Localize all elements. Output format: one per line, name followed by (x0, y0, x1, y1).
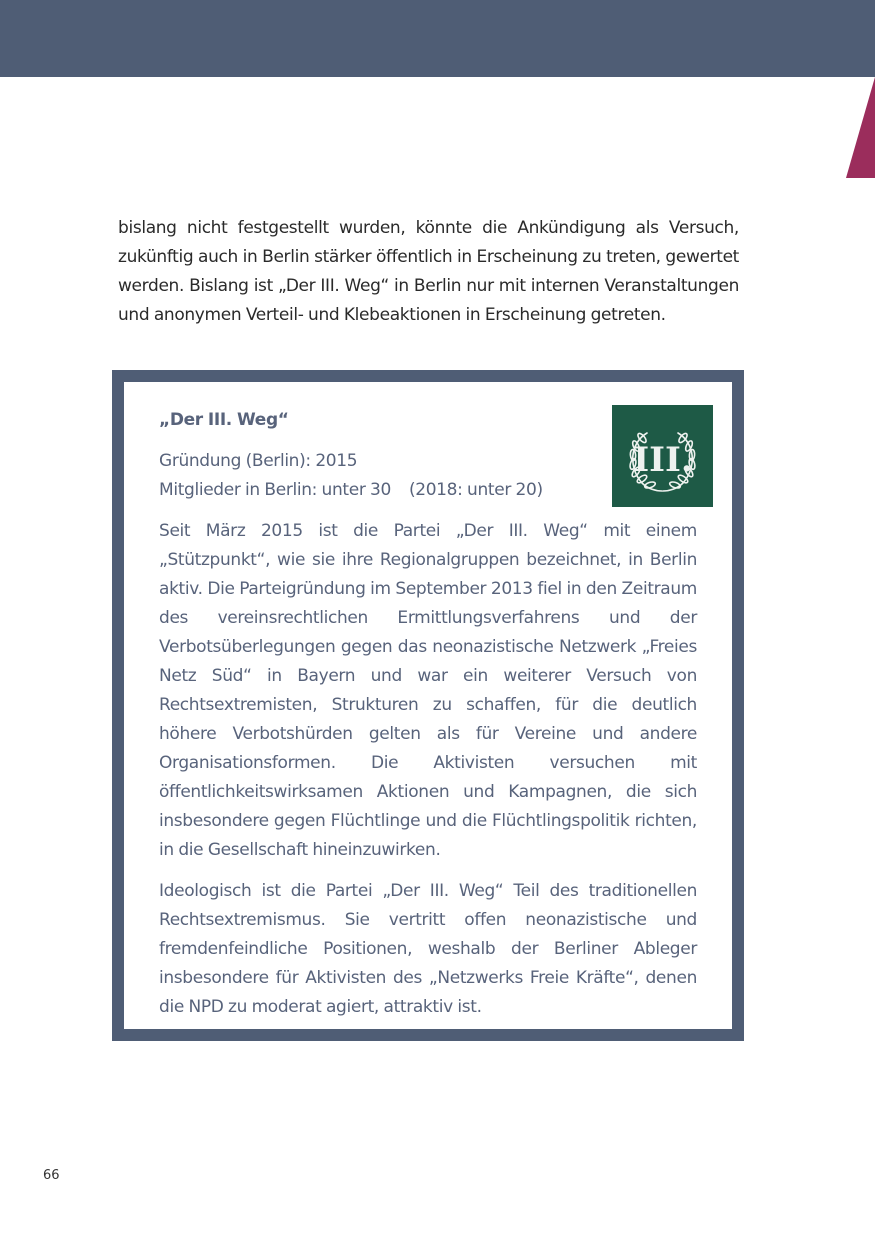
members-previous: (2018: unter 20) (408, 480, 543, 500)
emblem-numeral: III. (633, 440, 693, 480)
info-box-title: „Der III. Weg“ (159, 410, 289, 430)
members-count: Mitglieder in Berlin: unter 30 (159, 480, 391, 500)
chapter-tab-marker (846, 77, 875, 178)
intro-paragraph: bislang nicht festgestellt wurden, könnte die Ankündigung als Versuch, zukünftig auch in Berlin stärker öffentlich in Erscheinung zu treten, gewertet werden. Bislang ist „Der III. Weg“ in Berlin nur mit internen Veranstaltungen und anonymen Verteil- und Klebeaktionen in Erscheinung getreten. (118, 218, 739, 325)
party-emblem (612, 405, 713, 507)
page-number: 66 (43, 1168, 60, 1183)
description-paragraph: Seit März 2015 ist die Partei „Der III. Weg“ mit einem „Stützpunkt“, wie sie ihre Regionalgruppen bezeichnet, in Berlin aktiv. Die Parteigründung im September 2013 fiel in den Zeitraum des vereinsrechtlichen Ermittlungsverfahrens und der Verbotsüberlegungen gegen das neonazistische Netzwerk „Freies Netz Süd“ in Bayern und war ein weiterer Versuch von Rechtsextremisten, Strukturen zu schaffen, für die deutlich höhere Verbotshürden gelten als für Vereine und andere Organisationsformen. Die Aktivisten versuchen mit öffentlichkeitswirksamen Aktionen und Kampagnen, die sich insbesondere gegen Flüchtlinge und die Flüchtlingspolitik richten, in die Gesellschaft hineinzuwirken. (159, 521, 697, 860)
members-line (159, 476, 599, 505)
founding-line: Gründung (Berlin): 2015 (159, 451, 358, 471)
info-box (112, 370, 744, 1041)
header-band (0, 0, 875, 77)
ideology-paragraph: Ideologisch ist die Partei „Der III. Weg“ Teil des traditionellen Rechtsextremismus. Sie vertritt offen neonazistische und fremdenfeindliche Positionen, weshalb der Berliner Ableger insbesondere für Aktivisten des „Netzwerks Freie Kräfte“, denen die NPD zu moderat agiert, attraktiv ist. (159, 881, 697, 1017)
